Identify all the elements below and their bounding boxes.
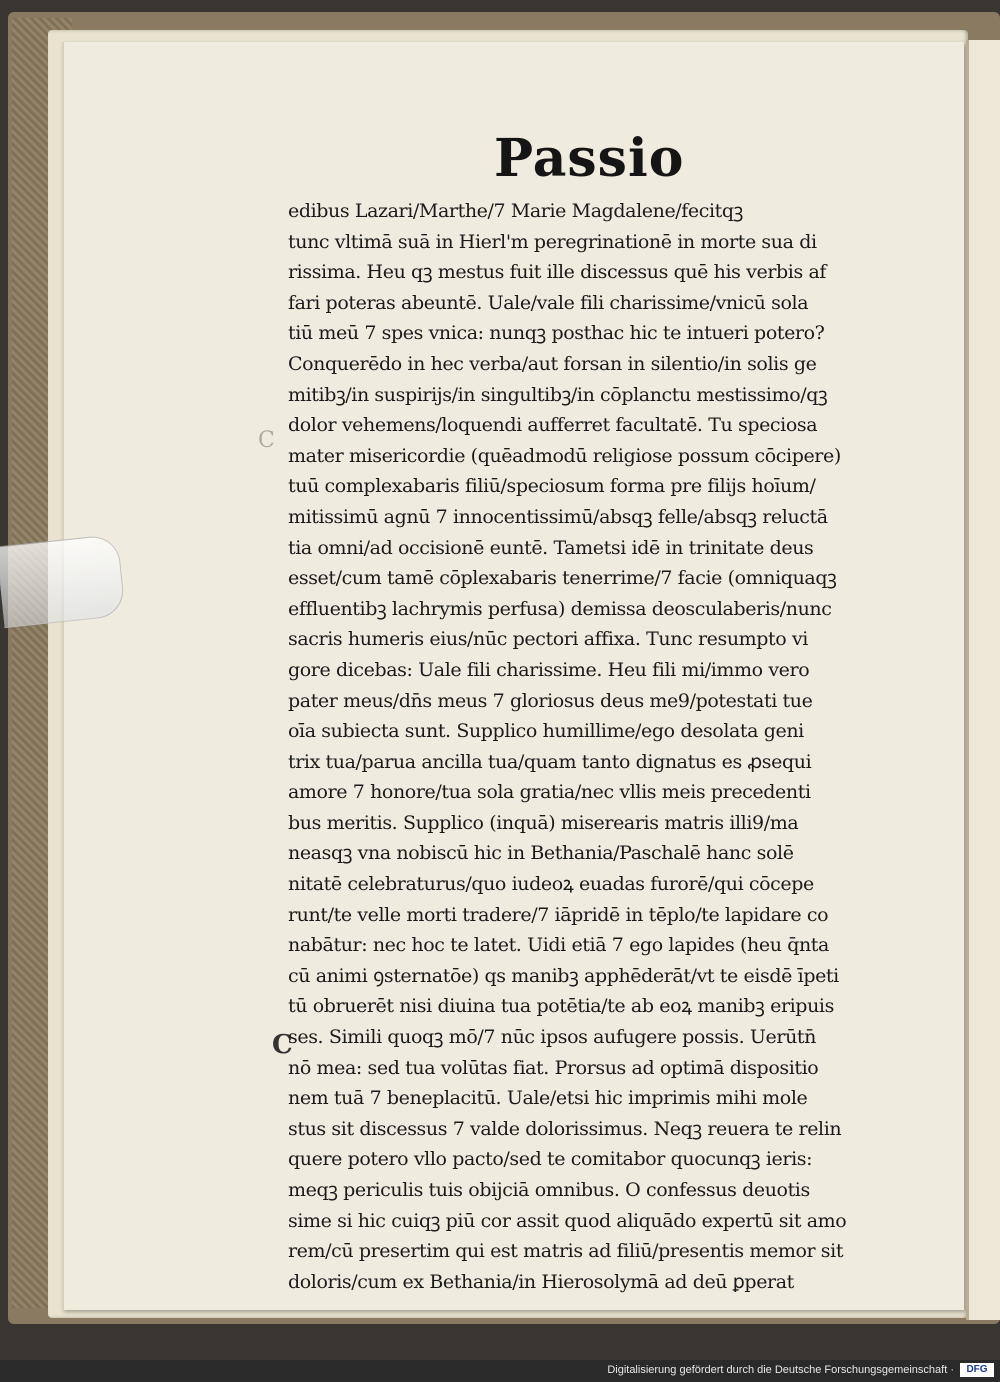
text-line: stus sit discessus 7 valde dolorissimus. Neqꝫ reuera te relin [288, 1117, 842, 1140]
margin-mark-paragraph: C [272, 1030, 293, 1060]
bookmark-strip [0, 534, 126, 628]
text-line: ses. Simili quoqꝫ mō/7 nūc ipsos aufugere possis. Uerūtn̄ [288, 1026, 816, 1049]
text-line: amore 7 honore/tua sola gratia/nec vllis meis precedenti [288, 781, 811, 804]
facing-page-edge [966, 40, 1000, 1320]
text-line: nitatē celebraturus/quo iudeoꝝ euadas furorē/qui cōcepe [288, 873, 814, 896]
text-line: edibus Lazari/Marthe/7 Marie Magdalene/fecitqꝫ [288, 200, 743, 222]
text-line: dolor vehemens/loquendi aufferret facultatē. Tu speciosa [288, 414, 818, 437]
text-line: esset/cum tamē cōplexabaris tenerrime/7 facie (omniquaqꝫ [288, 567, 837, 590]
text-block [288, 196, 908, 1297]
text-line: quere potero vllo pacto/sed te comitabor quocunqꝫ ieris: [288, 1148, 813, 1171]
text-line: effluentibꝫ lachrymis perfusa) demissa deosculaberis/nunc [288, 597, 832, 620]
text-line: runt/te velle morti tradere/7 iāpridē in tēplo/te lapidare co [288, 903, 829, 926]
text-line: fari poteras abeuntē. Uale/vale fili charissime/vnicū sola [288, 291, 809, 314]
text-line: doloris/cum ex Bethania/in Hierosolymā ad deū ꝑperat [288, 1270, 794, 1293]
text-line: tia omni/ad occisionē euntē. Tametsi idē in trinitate deus [288, 536, 814, 559]
text-line: mitibꝫ/in suspirijs/in singultibꝫ/in cōplanctu mestissimo/qꝫ [288, 383, 828, 406]
text-line: Conquerēdo in hec verba/aut forsan in silentio/in solis ge [288, 352, 817, 375]
text-line: cū animi ꝯsternatōe) qs manibꝫ apphēderāt/vt te eisdē īpeti [288, 964, 839, 987]
text-line: gore dicebas: Uale fili charissime. Heu fili mi/immo vero [288, 658, 810, 681]
text-line: rem/cū presertim qui est matris ad filiū/presentis memor sit [288, 1240, 844, 1263]
text-line: tū obruerēt nisi diuina tua potētia/te ab eoꝝ manibꝫ eripuis [288, 995, 834, 1018]
text-line: tiū meū 7 spes vnica: nunqꝫ posthac hic te intueri potero? [288, 322, 825, 345]
margin-mark-faint: C [258, 428, 275, 453]
text-line: pater meus/dn̄s meus 7 gloriosus deus me9/potestati tue [288, 689, 813, 712]
text-line: nabātur: nec hoc te latet. Uidi etiā 7 ego lapides (heu q̄nta [288, 934, 829, 957]
dfg-logo: DFG [960, 1363, 994, 1377]
text-line: nem tuā 7 beneplacitū. Uale/etsi hic imprimis mihi mole [288, 1087, 808, 1110]
text-line: meqꝫ periculis tuis obijciā omnibus. O confessus deuotis [288, 1179, 810, 1201]
text-line: trix tua/parua ancilla tua/quam tanto dignatus es ꝓsequi [288, 750, 812, 773]
text-line: bus meritis. Supplico (inquā) miserearis matris illi9/ma [288, 811, 799, 834]
text-line: tunc vltimā suā in Hierl'm peregrinationē in morte sua di [288, 230, 817, 253]
page-heading: Passio [494, 128, 685, 189]
text-line: sacris humeris eius/nūc pectori affixa. Tunc resumpto vi [288, 628, 808, 651]
text-line: nō mea: sed tua volūtas fiat. Prorsus ad optimā dispositio [288, 1056, 819, 1079]
text-line: tuū complexabaris filiū/speciosum forma pre filijs hoīum/ [288, 475, 816, 498]
text-line: rissima. Heu qꝫ mestus fuit ille discessus quē his verbis af [288, 261, 827, 284]
text-line: sime si hic cuiqꝫ piū cor assit quod aliquādo expertū sit amo [288, 1209, 847, 1232]
footer-credit: Digitalisierung gefördert durch die Deutsche Forschungsgemeinschaft · [607, 1364, 954, 1376]
text-line: oīa subiecta sunt. Supplico humillime/ego desolata geni [288, 720, 804, 743]
text-line: neasqꝫ vna nobiscū hic in Bethania/Paschalē hanc solē [288, 842, 794, 865]
text-line: mater misericordie (quēadmodū religiose possum cōcipere) [288, 444, 841, 467]
text-line: mitissimū agnū 7 innocentissimū/absqꝫ felle/absqꝫ reluctā [288, 505, 828, 528]
